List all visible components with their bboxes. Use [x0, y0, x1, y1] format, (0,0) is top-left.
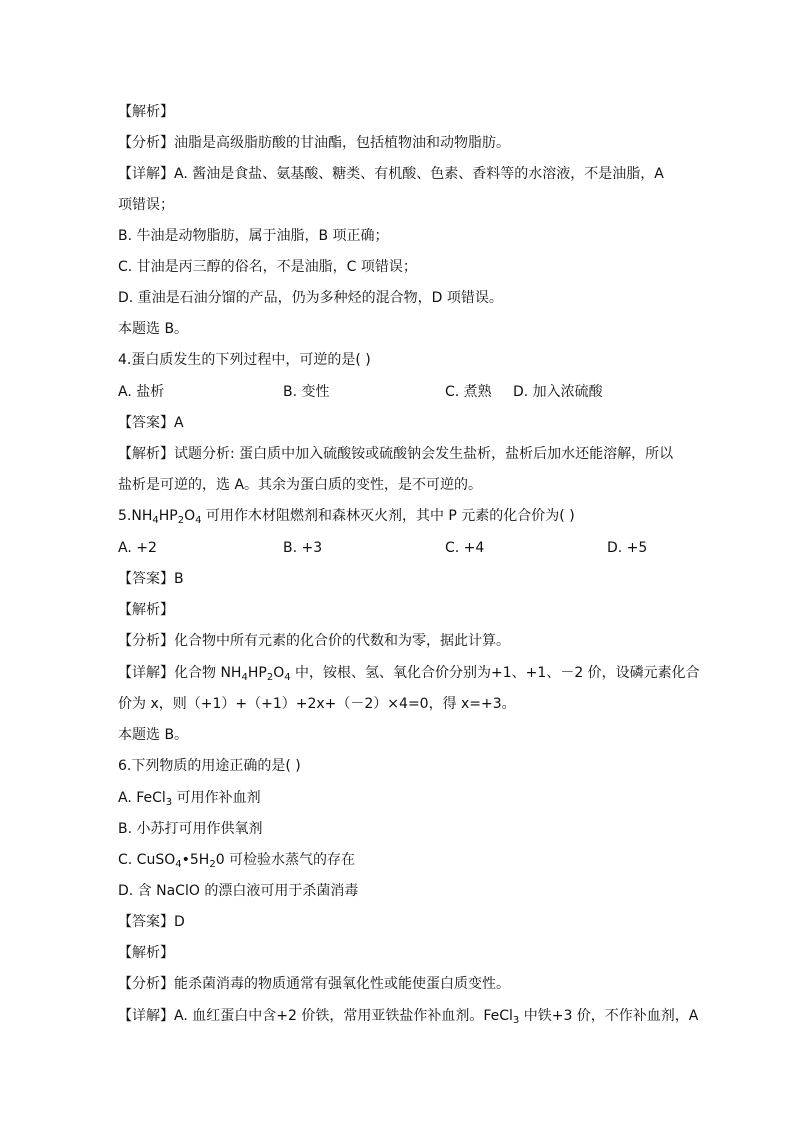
option-c-explanation: C. 甘油是丙三醇的俗名，不是油脂，C 项错误； — [118, 259, 417, 275]
q6-option-c: C. $CuSO_4•5H_20$ 可检验水蒸气的存在 — [118, 852, 356, 870]
q6-detail: 【详解】A. 血红蛋白中含+2 价铁，常用亚铁盐作补血剂。FeCl$_3$ 中铁+3 价，不作补血剂，A — [118, 1008, 699, 1026]
q4-option-d: D. 加入浓硫酸 — [513, 384, 603, 400]
question-5-title: $5.NH_4HP_2O_4$ 可用作木材阻燃剂和森林灭火剂，其中 P 元素的化合价为( ) — [118, 508, 575, 526]
q4-option-b: B. 变性 — [283, 384, 330, 400]
q6-analysis: 【分析】能杀菌消毒的物质通常有强氧化性或能使蛋白质变性。 — [118, 976, 510, 992]
q5-answer: 【答案】B — [118, 571, 184, 587]
q5-analysis-heading: 【解析】 — [118, 602, 174, 618]
q5-detail: 【详解】化合物 $NH_4HP_2O_4$ 中，铵根、氢、氧化合价分别为+1、+1、－2 价，设磷元素化合 — [118, 665, 700, 683]
q6-option-b: B. 小苏打可用作供氧剂 — [118, 821, 263, 837]
q5-analysis: 【分析】化合物中所有元素的化合价的代数和为零，据此计算。 — [118, 633, 510, 649]
q5-option-a: A. +2 — [118, 540, 157, 556]
q4-analysis-cont: 盐析是可逆的，选 A。其余为蛋白质的变性，是不可逆的。 — [118, 477, 483, 493]
q5-option-b: B. +3 — [283, 540, 323, 556]
analysis-note: 【分析】油脂是高级脂肪酸的甘油酯，包括植物油和动物脂肪。 — [118, 135, 510, 151]
question-4-title: 4.蛋白质发生的下列过程中，可逆的是( ) — [118, 352, 371, 368]
question-6-title: 6.下列物质的用途正确的是( ) — [118, 758, 301, 774]
q6-answer: 【答案】D — [118, 914, 185, 930]
q5-conclusion: 本题选 B。 — [118, 727, 189, 743]
detail-line: 【详解】A. 酱油是食盐、氨基酸、糖类、有机酸、色素、香料等的水溶液，不是油脂，A — [118, 166, 664, 182]
option-b-explanation: B. 牛油是动物脂肪，属于油脂，B 项正确； — [118, 228, 389, 244]
detail-line-cont: 项错误； — [118, 197, 174, 213]
q4-option-a: A. 盐析 — [118, 384, 165, 400]
q5-detail-cont: 价为 x，则（+1）+（+1）+2x+（－2）×4=0，得 x=+3。 — [118, 696, 516, 712]
option-d-explanation: D. 重油是石油分馏的产品，仍为多种烃的混合物，D 项错误。 — [118, 290, 503, 306]
q5-option-d: D. +5 — [607, 540, 648, 556]
q5-option-c: C. +4 — [445, 540, 485, 556]
q6-analysis-heading: 【解析】 — [118, 945, 174, 961]
q6-option-a: A. FeCl$_3$ 可用作补血剂 — [118, 790, 261, 808]
q4-analysis: 【解析】试题分析: 蛋白质中加入硫酸铵或硫酸钠会发生盐析，盐析后加水还能溶解，所以 — [118, 446, 674, 462]
section-heading-analysis: 【解析】 — [118, 104, 174, 120]
q4-answer: 【答案】A — [118, 415, 184, 431]
conclusion: 本题选 B。 — [118, 321, 189, 337]
q4-option-c: C. 煮熟 — [445, 384, 492, 400]
q6-option-d: D. 含 NaClO 的漂白液可用于杀菌消毒 — [118, 883, 359, 899]
